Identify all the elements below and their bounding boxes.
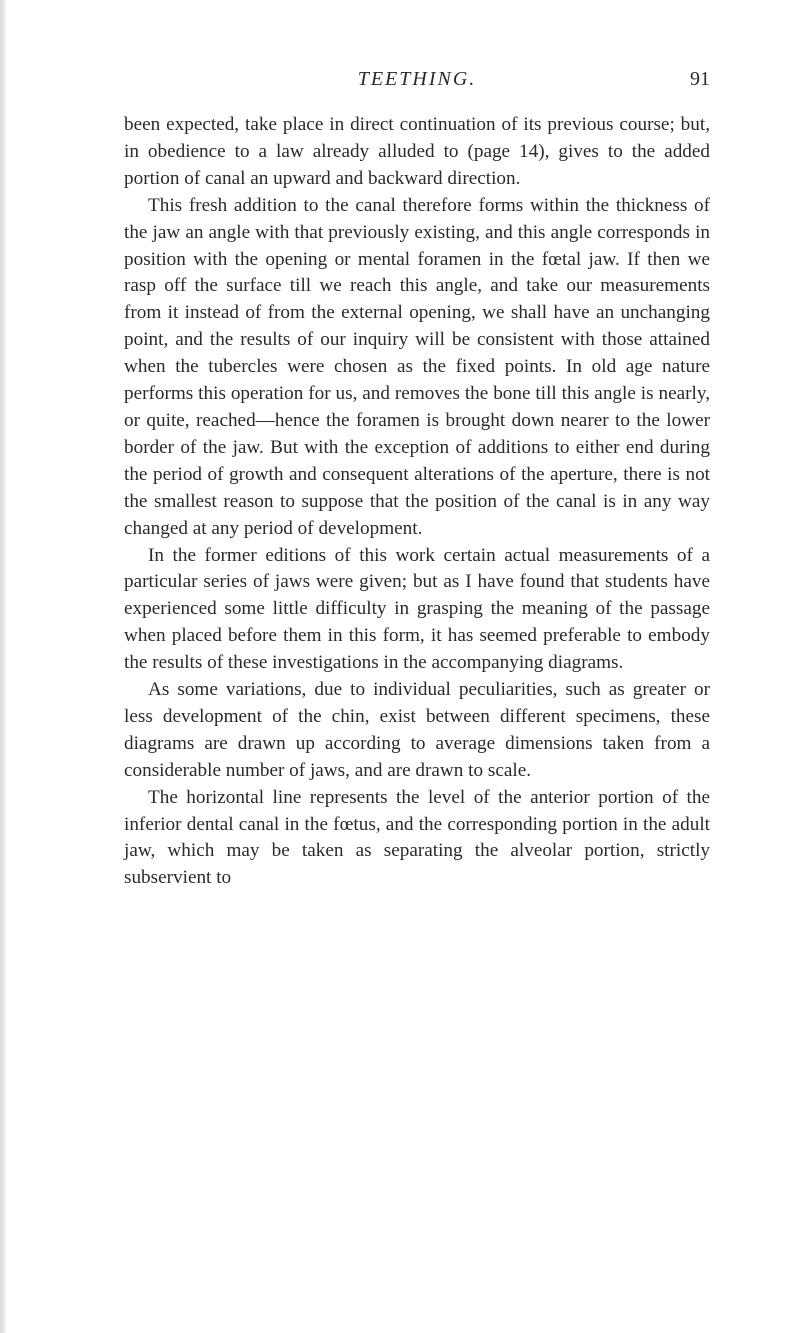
running-head [124,68,710,100]
paragraph: This fresh addition to the canal therefore forms within the thickness of the jaw an angle with that previously existing, and this angle corresponds in position with the opening or mental foramen in the fœtal jaw. If then we rasp off the surface till we reach this angle, and take our measurements from it instead of from the external opening, we shall have an unchanging point, and the results of our inquiry will be consistent with those attained when the tubercles were chosen as the fixed points. In old age nature performs this operation for us, and removes the bone till this angle is nearly, or quite, reached—hence the foramen is brought down nearer to the lower border of the jaw. But with the exception of additions to either end during the period of growth and consequent alterations of the aperture, there is not the smallest reason to suppose that the position of the canal is in any way changed at any period of development. [124,194,710,539]
paragraph: The horizontal line represents the level of the anterior portion of the inferior dental canal in the fœtus, and the corresponding portion in the adult jaw, which may be taken as separating the alveolar portion, strictly subservient to [124,786,710,889]
paragraph-continuation: been expected, take place in direct continuation of its previous course; but, in obedience to a law already alluded to (page 14), gives to the added portion of canal an upward and backward direction. [124,114,710,189]
paragraph: As some variations, due to individual peculiarities, such as greater or less development of the chin, exist between different specimens, these diagrams are drawn up according to average dimensions taken from a considerable number of jaws, and are drawn to scale. [124,679,710,781]
paragraph: In the former editions of this work certain actual measurements of a particular series of jaws were given; but as I have found that students have experienced some little difficulty in grasping the meaning of the passage when placed before them in this form, it has seemed preferable to embody the results of these investigations in the accompanying diagrams. [124,544,710,674]
body-text [124,112,710,892]
running-title: TEETHING. [357,68,477,90]
page-number: 91 [690,68,710,90]
page-spine-edge [0,0,6,1333]
